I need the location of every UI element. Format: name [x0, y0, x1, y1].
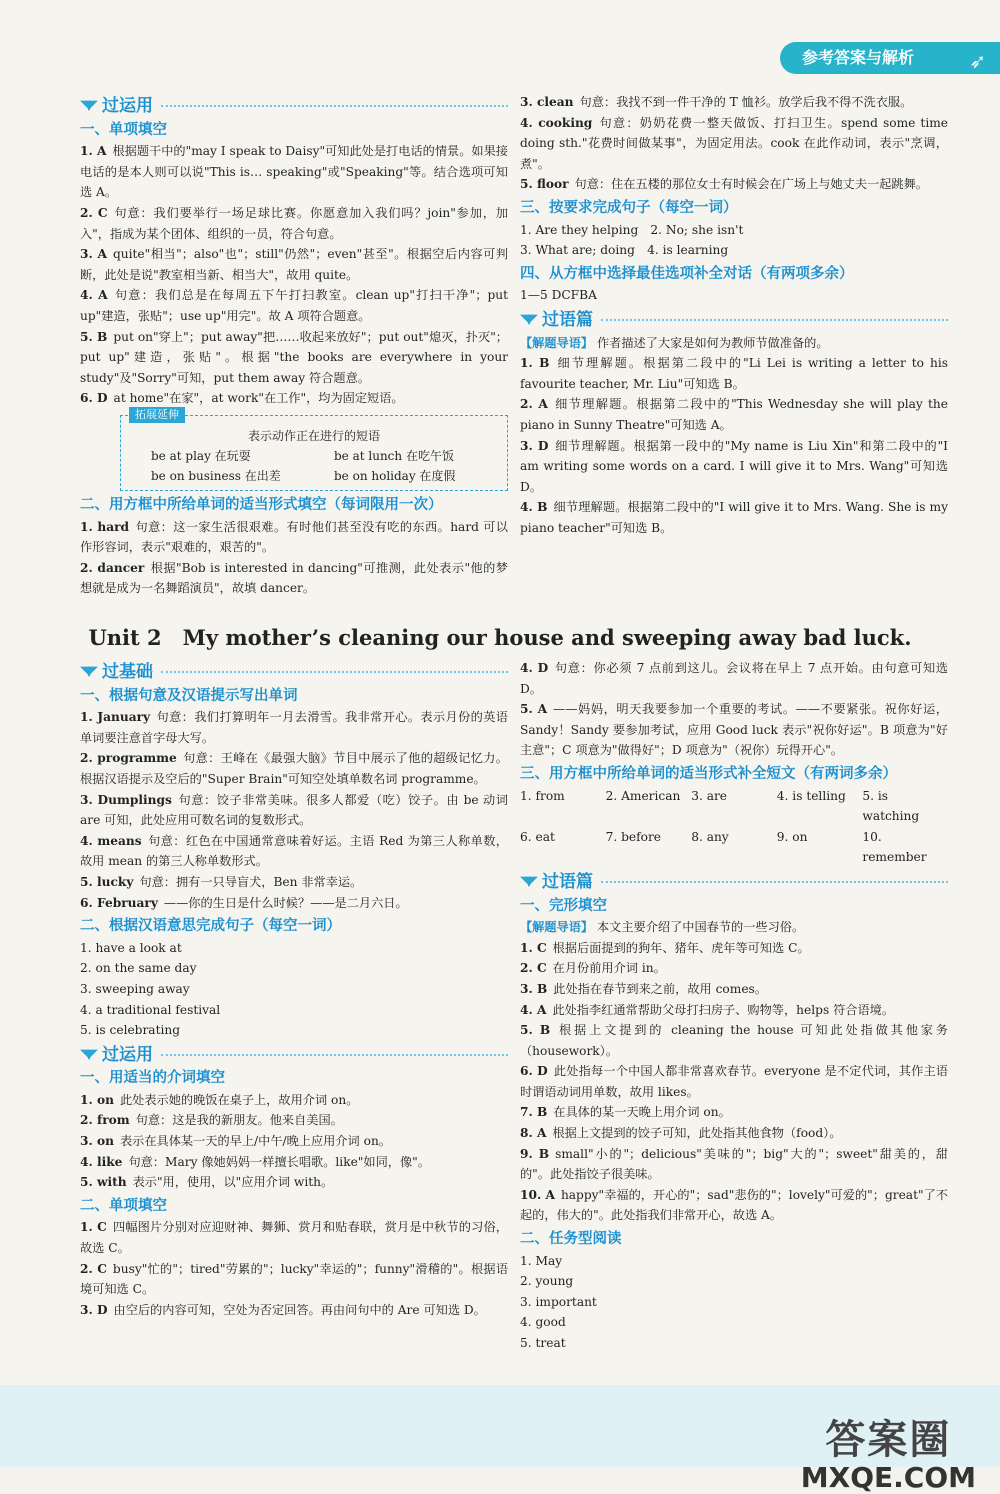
answer-explanation: 细节理解题。根据第二段中的"I will give it to Mrs. Wang. She is my piano teacher"可知选 B。 — [520, 500, 948, 535]
guide-tag: 【解题导语】 — [520, 335, 594, 350]
subsection-title: 二、用方框中所给单词的适当形式填空（每词限用一次） — [80, 496, 443, 513]
answer-number: 2. dancer — [80, 560, 145, 575]
answer-line: 3. important — [520, 1294, 597, 1309]
answer-explanation: 句意：Mary 像她妈妈一样擅长唱歌。like"如同，像"。 — [128, 1154, 430, 1169]
answer-number: 5. A — [520, 702, 548, 717]
answer-explanation: 句意：拥有一只导盲犬，Ben 非常幸运。 — [139, 874, 363, 889]
answer-explanation: busy"忙的"；tired"劳累的"；lucky"幸运的"；funny"滑稽的"。根据语境可知选 C。 — [80, 1261, 509, 1297]
answer-explanation: 表示在具体某一天的早上/中午/晚上应用介词 on。 — [119, 1134, 391, 1149]
answer-number: 5. with — [80, 1175, 127, 1190]
watermark-url: MXQE.COM — [800, 1461, 976, 1494]
answer-explanation: 此处指李红通常帮助父母打扫房子、购物等，helps 符合语境。 — [552, 1002, 895, 1017]
answer-list — [520, 658, 948, 761]
answer-item — [80, 1300, 508, 1321]
answer-number: 2. A — [520, 397, 548, 412]
answer-line: 1. Are they helping 2. No; she isn't — [520, 222, 744, 237]
section-title: 过语篇 — [542, 871, 593, 892]
watermark-logo: 答案圈 — [825, 1417, 952, 1463]
answer-explanation: 根据上文提到的饺子可知，此处指其他食物（food）。 — [552, 1126, 842, 1141]
subsection-title: 一、完形填空 — [520, 897, 607, 914]
right-top-column — [520, 92, 948, 538]
answer-number: 8. A — [520, 1126, 547, 1141]
answer-list — [520, 353, 948, 538]
answer-item — [80, 893, 508, 914]
answer-item — [520, 1061, 948, 1102]
answer-explanation: 根据后面提到的狗年、猪年、虎年等可知选 C。 — [552, 940, 810, 955]
extension-box-title: 拓展延伸 — [129, 407, 185, 423]
answer-number: 4. A — [80, 288, 108, 303]
answer-number: 5. floor — [520, 177, 569, 192]
answer-item — [80, 388, 508, 409]
answer-number: 2. programme — [80, 751, 177, 766]
answer-explanation: 此处指每一个中国人都非常喜欢春节。everyone 是不定代词，其作主语时谓语动词用单数，故用 likes。 — [520, 1064, 948, 1099]
phrase: be on holiday 在度假 — [334, 468, 456, 483]
answer-item — [520, 1102, 948, 1123]
guide-tag: 【解题导语】 — [520, 920, 594, 935]
phrase-row — [131, 466, 497, 486]
answer-item — [80, 558, 508, 599]
answer-number: 3. on — [80, 1134, 114, 1149]
section-icon: ◥◤ — [80, 664, 96, 679]
answer-explanation: at home"在家"，at work"在工作"，均为固定短语。 — [113, 391, 404, 406]
answer-number: 1. January — [80, 710, 151, 725]
answer-cell: 5. is watching — [862, 788, 920, 824]
answer-item — [80, 1131, 508, 1152]
answer-line: 1. have a look at — [80, 940, 182, 955]
answer-line: 2. young — [520, 1274, 574, 1289]
subsection-title: 一、单项填空 — [80, 121, 167, 138]
answer-number: 6. February — [80, 895, 158, 910]
unit-title: Unit 2 My mother’s cleaning our house and sweeping away bad luck. — [88, 625, 912, 650]
answer-line: 3. What are; doing 4. is learning — [520, 243, 729, 258]
section-header — [520, 310, 948, 331]
answer-explanation: put on"穿上"；put away"把……收起来放好"；put out"熄灭，扑灭"；put up"建造，张贴"。根据"the books are everywhere in your study"及"Sorry"可知，put them away 符合题意。 — [80, 329, 508, 385]
left-bottom-column — [80, 658, 508, 1320]
answer-number: 4. cooking — [520, 115, 593, 130]
answer-number: 4. means — [80, 833, 142, 848]
subsection-title: 四、从方框中选择最佳选项补全对话（有两项多余） — [520, 265, 854, 282]
answer-explanation: 根据上文提到的 cleaning the house 可知此处指做其他家务（housework）。 — [520, 1023, 948, 1058]
answer-item — [520, 1000, 948, 1021]
answer-number: 4. B — [520, 500, 548, 515]
answer-item — [80, 1090, 508, 1111]
answer-explanation: 句意：红色在中国通常意味着好运。主语 Red 为第三人称单数，故用 mean 的第三人称单数形式。 — [80, 833, 508, 869]
answer-item — [520, 1144, 948, 1185]
section-icon: ◥◤ — [520, 873, 536, 889]
phrase: be at lunch 在吃午饭 — [334, 448, 454, 463]
answer-number: 4. D — [520, 661, 549, 675]
answer-explanation: 此处指在春节到来之前，故用 comes。 — [553, 981, 767, 996]
answer-explanation: 表示"用，使用，以"应用介词 with。 — [132, 1175, 334, 1190]
answer-explanation: 细节理解题。根据第二段中的"Li Lei is writing a letter to his favourite teacher, Mr. Liu"可知选 B。 — [520, 356, 948, 391]
answer-explanation: 在月份前用介词 in。 — [552, 961, 666, 976]
answer-explanation: ——妈妈，明天我要参加一个重要的考试。——不要紧张。祝你好运，Sandy！Sandy 要参加考试，应用 Good luck 表示"祝你好运"。B 项意为"好主意"；C 项意为"做得好"；D 项意为"（祝你）玩得开心"。 — [520, 702, 948, 758]
answer-explanation: 根据题干中的"may I speak to Daisy"可知此处是打电话的情景。如果接电话的是本人则可以说"This is… speaking"或"Speaking"等。结合选项可知选 A。 — [80, 144, 508, 200]
answer-number: 2. C — [80, 1261, 107, 1276]
subsection-title: 一、根据句意及汉语提示写出单词 — [80, 687, 298, 704]
answer-number: 3. D — [80, 1302, 108, 1317]
answer-item — [80, 1217, 508, 1258]
answer-item — [80, 1110, 508, 1131]
answer-number: 5. B — [80, 329, 108, 344]
answer-item — [80, 285, 508, 326]
answer-item — [520, 436, 948, 498]
subsection-title: 一、用适当的介词填空 — [80, 1070, 225, 1087]
answer-explanation: 句意：我们要举行一场足球比赛。你愿意加入我们吗？join"参加，加入"，指成为某个团体、组织的一员，符合句意。 — [80, 205, 508, 241]
answer-number: 2. from — [80, 1113, 130, 1128]
answer-explanation: 句意：我们打算明年一月去滑雪。我非常开心。表示月份的英语单词要注意首字母大写。 — [80, 710, 508, 745]
answer-cell: 2. American — [605, 788, 681, 803]
answer-cell: 7. before — [605, 829, 661, 844]
answer-item — [520, 658, 948, 699]
answer-cell: 3. are — [691, 788, 727, 803]
answer-number: 4. like — [80, 1154, 123, 1169]
answer-explanation: ——你的生日是什么时候？——是二月六日。 — [163, 895, 408, 910]
answer-item — [520, 394, 948, 435]
answer-cell: 6. eat — [520, 829, 555, 844]
answer-number: 3. Dumplings — [80, 792, 172, 807]
answer-number: 3. D — [520, 438, 549, 453]
answer-item — [520, 113, 948, 175]
section-divider — [601, 881, 948, 883]
section-divider — [161, 1054, 508, 1056]
answer-explanation: 句意：这是我的新朋友。他来自美国。 — [135, 1113, 343, 1128]
answer-item — [520, 1185, 948, 1226]
answer-explanation: 句意：饺子非常美味。很多人都爱（吃）饺子。由 be 动词 are 可知，此处应用可数名词的复数形式。 — [80, 792, 508, 828]
section-title: 过运用 — [102, 96, 153, 116]
guide-text: 本文主要介绍了中国春节的一些习俗。 — [597, 920, 805, 935]
section-icon: ◥◤ — [520, 311, 536, 327]
extension-box — [120, 407, 508, 491]
answer-explanation: 四幅图片分别对应迎财神、舞狮、赏月和贴春联，赏月是中秋节的习俗，故选 C。 — [80, 1220, 508, 1256]
answer-line: 1. May — [520, 1253, 563, 1268]
answer-item — [520, 92, 948, 113]
answer-number: 3. B — [520, 981, 548, 996]
answer-cell: 8. any — [691, 829, 729, 844]
phrase-row — [131, 446, 497, 466]
subsection-title: 二、单项填空 — [80, 1197, 167, 1214]
answer-item — [80, 872, 508, 893]
answer-item — [80, 517, 508, 558]
answer-number: 3. clean — [520, 95, 574, 109]
section-divider — [161, 671, 508, 673]
answer-number: 10. A — [520, 1187, 555, 1202]
answer-list — [520, 92, 948, 195]
answer-line: 5. is celebrating — [80, 1023, 181, 1038]
answer-number: 5. lucky — [80, 874, 134, 889]
guide — [520, 917, 948, 938]
answer-item — [520, 699, 948, 761]
section-title: 过基础 — [102, 662, 153, 682]
section-header — [80, 1045, 508, 1066]
answer-explanation: 在具体的某一天晚上用介词 on。 — [553, 1105, 731, 1120]
section-icon: ◥◤ — [80, 1046, 96, 1062]
answer-line: 4. a traditional festival — [80, 1002, 221, 1017]
answer-line: 3. sweeping away — [80, 981, 190, 996]
answer-number: 1. on — [80, 1092, 114, 1107]
answer-number: 1. hard — [80, 519, 130, 534]
answer-item — [80, 1259, 508, 1300]
answer-item — [520, 353, 948, 394]
answer-cell: 1. from — [520, 788, 565, 803]
answer-explanation: 句意：王峰在《最强大脑》节目中展示了他的超级记忆力。根据汉语提示及空后的"Super Brain"可知空处填单数名词 programme。 — [80, 751, 508, 786]
answer-item — [520, 938, 948, 959]
watermark — [801, 1408, 976, 1494]
answer-explanation: 句意：住在五楼的那位女士有时候会在广场上与她丈夫一起跳舞。 — [574, 177, 928, 192]
answer-explanation: small"小的"；delicious"美味的"；big"大的"；sweet"甜美的，甜的"。此处指饺子很美味。 — [520, 1146, 948, 1182]
answer-line: 1—5 DCFBA — [520, 288, 597, 303]
answer-item — [520, 1123, 948, 1144]
answer-item — [80, 1172, 508, 1193]
answer-item — [80, 203, 508, 244]
section-divider — [161, 105, 508, 107]
answer-item — [520, 979, 948, 1000]
answer-item — [80, 1152, 508, 1173]
section-header — [80, 662, 508, 683]
answer-explanation: 细节理解题。根据第一段中的"My name is Liu Xin"和第二段中的"I am writing some words on a card. I will give it to Mrs. Wang"可知选 D。 — [520, 438, 948, 494]
phrase: be at play 在玩耍 — [151, 448, 251, 463]
answer-number: 1. C — [80, 1220, 107, 1235]
answer-number: 5. B — [520, 1023, 551, 1038]
right-bottom-column — [520, 658, 948, 1354]
answer-number: 1. C — [520, 940, 547, 955]
answer-item — [80, 707, 508, 748]
answer-item — [80, 748, 508, 789]
subsection-title: 二、任务型阅读 — [520, 1231, 622, 1248]
answer-item — [80, 244, 508, 285]
answer-number: 1. B — [520, 356, 550, 371]
answer-explanation: 句意：奶奶花费一整天做饭、打扫卫生。spend some time doing sth."花费时间做某事"，为固定用法。cook 在此作动词，表示"烹调，煮"。 — [520, 115, 948, 171]
section-title: 过运用 — [102, 1044, 153, 1065]
subsection-title: 三、用方框中所给单词的适当形式补全短文（有两词多余） — [520, 765, 897, 782]
phrase: be on business 在出差 — [151, 468, 281, 483]
subsection-title: 三、按要求完成句子（每空一词） — [520, 199, 738, 216]
answer-item — [80, 831, 508, 872]
answer-item — [520, 174, 948, 195]
answer-item — [80, 327, 508, 389]
answer-item — [520, 958, 948, 979]
answer-item — [520, 1020, 948, 1061]
answer-explanation: 根据"Bob is interested in dancing"可推测，此处表示"他的梦想就是成为一名舞蹈演员"，故填 dancer。 — [80, 560, 508, 596]
answer-list — [80, 707, 508, 913]
extension-box-heading: 表示动作正在进行的短语 — [247, 428, 380, 443]
answer-explanation: 句意：这一家生活很艰难。有时他们甚至没有吃的东西。hard 可以作形容词，表示"艰难的，艰苦的"。 — [80, 519, 508, 555]
answer-item — [80, 141, 508, 203]
section-header — [520, 872, 948, 893]
answer-explanation: quite"相当"；also"也"；still"仍然"；even"甚至"。根据空后内容可判断，此处是说"教室相当新、相当大"，故用 quite。 — [80, 247, 508, 282]
answer-explanation: happy"幸福的，开心的"；sad"悲伤的"；lovely"可爱的"；great"了不起的，伟大的"。此处指我们非常开心，故选 A。 — [520, 1187, 948, 1223]
answer-explanation: 句意：我们总是在每周五下午打扫教室。clean up"打扫干净"；put up"建造，张贴"；use up"用完"。故 A 项符合题意。 — [80, 288, 508, 323]
answer-number: 7. B — [520, 1105, 548, 1120]
subsection-title: 二、根据汉语意思完成句子（每空一词） — [80, 918, 341, 935]
answer-cell: 9. on — [776, 829, 808, 844]
answer-line: 2. on the same day — [80, 961, 197, 976]
rocket-icon: ➶ — [969, 49, 986, 73]
answer-item — [520, 497, 948, 538]
section-header — [80, 96, 508, 117]
header-badge — [780, 42, 1000, 74]
answer-number: 2. C — [520, 961, 547, 976]
answer-explanation: 此处表示她的晚饭在桌子上，故用介词 on。 — [119, 1092, 359, 1107]
answer-line: 5. treat — [520, 1336, 566, 1350]
answer-cell: 4. is telling — [776, 788, 846, 803]
section-icon: ◥◤ — [80, 98, 96, 113]
answer-explanation: 细节理解题。根据第二段中的"This Wednesday she will play the piano in Sunny Theatre"可知选 A。 — [520, 397, 948, 432]
answer-line: 4. good — [520, 1315, 566, 1330]
answer-number: 6. D — [520, 1064, 548, 1079]
answer-item — [80, 790, 508, 831]
answer-number: 4. A — [520, 1002, 547, 1017]
answer-list — [80, 1090, 508, 1193]
answer-number: 9. B — [520, 1146, 550, 1161]
answer-cell: 10. remember — [862, 829, 927, 865]
answer-number: 1. A — [80, 144, 107, 159]
answer-number: 2. C — [80, 205, 108, 220]
answer-explanation: 句意：你必须 7 点前到这儿。会议将在早上 7 点开始。由句意可知选 D。 — [520, 661, 948, 696]
answer-list — [80, 141, 508, 409]
header-title: 参考答案与解析 — [802, 48, 915, 67]
answer-list — [80, 517, 508, 599]
answer-grid — [520, 786, 948, 868]
answer-explanation: 由空后的内容可知，空处为否定回答。再由问句中的 Are 可知选 D。 — [113, 1302, 486, 1317]
guide — [520, 333, 948, 354]
left-top-column — [80, 92, 508, 599]
guide-text: 作者描述了大家是如何为教师节做准备的。 — [597, 335, 829, 350]
section-divider — [601, 319, 948, 321]
answer-list — [520, 938, 948, 1226]
answer-list — [80, 1217, 508, 1320]
section-title: 过语篇 — [542, 309, 593, 330]
answer-number: 6. D — [80, 391, 108, 406]
answer-number: 3. A — [80, 247, 107, 262]
answer-explanation: 句意：我找不到一件干净的 T 恤衫。放学后我不得不洗衣服。 — [579, 95, 913, 109]
